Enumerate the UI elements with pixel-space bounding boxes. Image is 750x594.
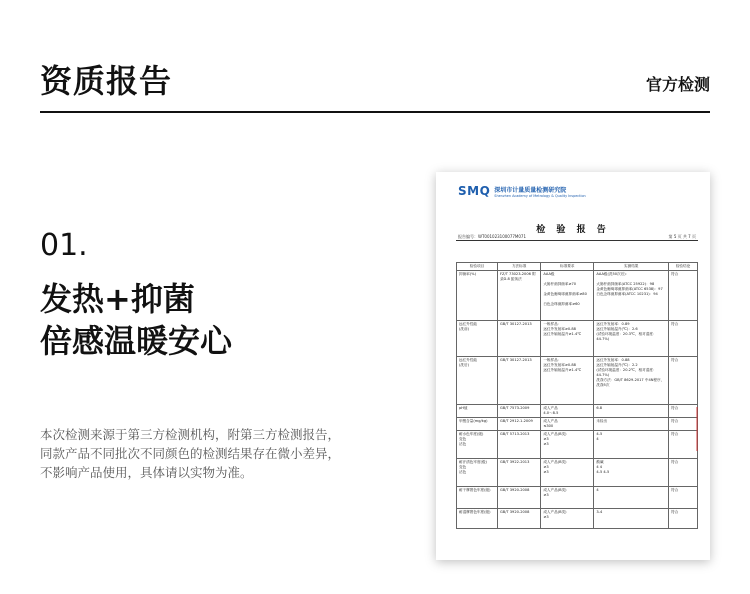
report-org-header — [458, 184, 586, 198]
table-cell: 符合 — [669, 271, 698, 321]
table-cell: 远红外性能 (洗前) — [457, 321, 498, 357]
table-row — [457, 271, 698, 321]
table-row — [457, 509, 698, 529]
table-cell: GB/T 3920-2008 — [497, 509, 540, 529]
table-cell: 符合 — [669, 487, 698, 509]
table-cell: 酸碱 4 4 4-5 4-5 — [594, 459, 669, 487]
section-number: 01. — [40, 228, 88, 263]
table-cell: 远红外发射率：0.88 远红外辐射温升(℃)：2.2 (试验环境温度：20.2℃，相对湿度：44.7%) 洗涤方法：GB/T 8629-2017 中4N程序，洗涤5次 — [594, 357, 669, 405]
table-cell: GB/T 2912.1-2009 — [497, 418, 540, 431]
table-cell: 成人产品 ≤300 — [541, 418, 594, 431]
description-line-2: 同款产品不同批次不同颜色的检测结果存在微小差异， — [40, 446, 341, 461]
table-row — [457, 418, 698, 431]
table-cell: 符合 — [669, 321, 698, 357]
column-header: 方法标准 — [497, 263, 540, 271]
report-title: 检 验 报 告 — [536, 225, 610, 235]
table-cell: 成人产品(B类) ≥3 ≥3 — [541, 431, 594, 459]
report-divider — [456, 240, 698, 241]
table-cell: 成人产品(B类) ≥3 ≥3 — [541, 459, 594, 487]
table-cell: 未检出 — [594, 418, 669, 431]
table-cell: 成人产品 4.0～8.5 — [541, 405, 594, 418]
table-cell: 6.8 — [594, 405, 669, 418]
column-header: 标准要求 — [541, 263, 594, 271]
table-row — [457, 487, 698, 509]
report-number: 报告编号：WT001023100077M071 — [458, 234, 527, 239]
table-row — [457, 405, 698, 418]
table-cell: GB/T 3920-2008 — [497, 487, 540, 509]
header-divider — [40, 111, 710, 113]
column-header: 实测结果 — [594, 263, 669, 271]
table-row — [457, 321, 698, 357]
table-cell: 3-4 — [594, 509, 669, 529]
table-cell: 成人产品(B类) ≥3 — [541, 487, 594, 509]
table-cell: GB/T 30127-2013 — [497, 321, 540, 357]
table-cell: 抑菌率(%) — [457, 271, 498, 321]
table-cell: 一般样品： 远红外发射率≥0.88 远红外辐射温升≥1.4℃ — [541, 321, 594, 357]
smq-logo: SMQ — [458, 184, 491, 198]
page-title: 资质报告 — [40, 62, 173, 100]
description-line-3: 不影响产品使用，具体请以实物为准。 — [40, 465, 253, 480]
description-line-1: 本次检测来源于第三方检测机构，附第三方检测报告， — [40, 427, 341, 442]
table-cell: 4-5 4 — [594, 431, 669, 459]
org-name: 深圳市计量质量检测研究院 — [494, 186, 567, 194]
org-name-en: Shenzhen Academy of Metrology & Quality Inspection — [494, 193, 586, 198]
headline-line-1: 发热+抑菌 — [40, 280, 195, 318]
table-cell: 符合 — [669, 357, 698, 405]
table-row — [457, 459, 698, 487]
table-cell: 甲醛含量(mg/kg) — [457, 418, 498, 431]
table-row — [457, 357, 698, 405]
table-header-row — [457, 263, 698, 271]
table-cell: 耐干摩擦色牢度(级) — [457, 487, 498, 509]
test-report-document — [436, 172, 710, 560]
table-cell: AAA级 大肠杆菌抑菌率≥70 金黄色葡萄球菌抑菌率≥80 白色念珠菌抑菌率≥60 — [541, 271, 594, 321]
table-cell: 成人产品(B类) ≥3 — [541, 509, 594, 529]
section-description — [40, 425, 370, 482]
table-cell: 一般样品： 远红外发射率≥0.88 远红外辐射温升≥1.4℃ — [541, 357, 594, 405]
table-cell: 4 — [594, 487, 669, 509]
table-cell: 耐湿摩擦色牢度(级) — [457, 509, 498, 529]
headline-line-2: 倍感温暖安心 — [40, 322, 233, 360]
report-seal-stamp — [696, 407, 708, 451]
table-cell: 耐汗渍色牢度(级) 变色 沾色 — [457, 459, 498, 487]
report-table — [456, 262, 698, 529]
table-cell: 符合 — [669, 509, 698, 529]
table-cell: GB/T 3922-2013 — [497, 459, 540, 487]
table-cell: 符合 — [669, 431, 698, 459]
table-cell: pH值 — [457, 405, 498, 418]
table-cell: 符合 — [669, 418, 698, 431]
table-row — [457, 431, 698, 459]
table-cell: GB/T 5713-2013 — [497, 431, 540, 459]
official-test-label: 官方检测 — [645, 75, 710, 94]
table-cell: GB/T 30127-2013 — [497, 357, 540, 405]
column-header: 检验项目 — [457, 263, 498, 271]
table-cell: FZ/T 73023-2006 附录D.8 振荡法 — [497, 271, 540, 321]
table-cell: 耐水色牢度(级) 变色 沾色 — [457, 431, 498, 459]
table-cell: 远红外发射率：0.89 远红外辐射温升(℃)：2.6 (试验环境温度：20.3℃，相对湿度：44.7%) — [594, 321, 669, 357]
report-page-info: 第 5 页 共 7 页 — [668, 234, 696, 239]
table-cell: GB/T 7573-2009 — [497, 405, 540, 418]
table-cell: 远红外性能 (洗后) — [457, 357, 498, 405]
table-cell: AAA级(洗50次后)： 大肠杆菌抑菌率(ATCC 25922)：98 金黄色葡萄球菌抑菌率(ATCC 6538)：97 白色念珠菌抑菌率(ATCC 10231)：94 — [594, 271, 669, 321]
column-header: 检验结论 — [669, 263, 698, 271]
table-cell: 符合 — [669, 405, 698, 418]
section-headline — [40, 278, 232, 362]
table-cell: 符合 — [669, 459, 698, 487]
